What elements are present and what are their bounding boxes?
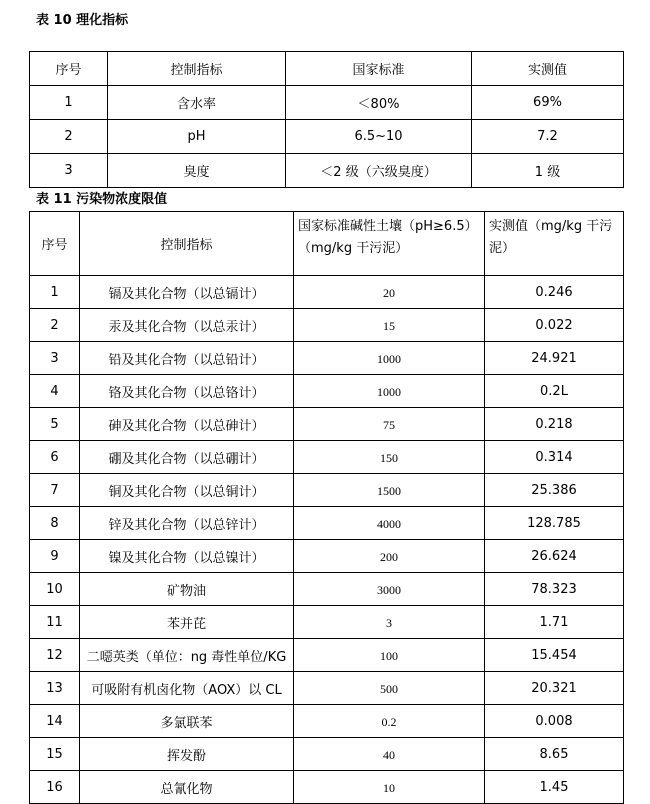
table-header-row (30, 212, 624, 276)
pollutant-limits-table (29, 211, 624, 804)
header-cell: 国家标准碱性土壤（pH≥6.5）（mg/kg 干污泥） (294, 212, 485, 276)
cell-standard: 75 (294, 408, 485, 441)
cell-indicator: 镍及其化合物（以总镍计） (80, 540, 294, 573)
cell-standard: ＜2 级（六级臭度） (286, 154, 472, 188)
table-row (30, 573, 624, 606)
cell-index: 6 (30, 441, 80, 474)
cell-index: 2 (30, 309, 80, 342)
cell-standard: 15 (294, 309, 485, 342)
cell-index: 3 (30, 154, 108, 188)
cell-indicator: 硼及其化合物（以总硼计） (80, 441, 294, 474)
cell-measured: 15.454 (485, 639, 624, 672)
cell-index: 4 (30, 375, 80, 408)
table-row (30, 540, 624, 573)
cell-measured: 0.246 (485, 276, 624, 309)
cell-standard: 500 (294, 672, 485, 705)
cell-index: 9 (30, 540, 80, 573)
cell-standard: 1000 (294, 342, 485, 375)
cell-standard: 3000 (294, 573, 485, 606)
cell-index: 13 (30, 672, 80, 705)
cell-measured: 0.022 (485, 309, 624, 342)
cell-standard: 150 (294, 441, 485, 474)
cell-measured: 20.321 (485, 672, 624, 705)
cell-index: 15 (30, 738, 80, 771)
cell-indicator: 砷及其化合物（以总砷计） (80, 408, 294, 441)
cell-standard: ＜80% (286, 86, 472, 120)
cell-index: 7 (30, 474, 80, 507)
cell-measured: 7.2 (472, 120, 624, 154)
cell-indicator: 可吸附有机卤化物（AOX）以 CL (80, 672, 294, 705)
table-row (30, 474, 624, 507)
cell-index: 1 (30, 86, 108, 120)
cell-measured: 0.008 (485, 705, 624, 738)
header-cell: 序号 (30, 52, 108, 86)
table-row (30, 771, 624, 804)
cell-indicator: 锌及其化合物（以总锌计） (80, 507, 294, 540)
header-cell: 序号 (30, 212, 80, 276)
cell-standard: 10 (294, 771, 485, 804)
table-row (30, 86, 624, 120)
physicochemical-table (29, 51, 624, 188)
cell-indicator: 汞及其化合物（以总汞计） (80, 309, 294, 342)
cell-index: 16 (30, 771, 80, 804)
cell-measured: 1 级 (472, 154, 624, 188)
cell-indicator: pH (108, 120, 286, 154)
table11-caption: 表 11 污染物浓度限值 (36, 192, 168, 207)
cell-standard: 20 (294, 276, 485, 309)
cell-index: 3 (30, 342, 80, 375)
table-row (30, 154, 624, 188)
cell-measured: 128.785 (485, 507, 624, 540)
table-row (30, 738, 624, 771)
cell-measured: 8.65 (485, 738, 624, 771)
cell-measured: 78.323 (485, 573, 624, 606)
header-cell: 控制指标 (80, 212, 294, 276)
cell-indicator: 臭度 (108, 154, 286, 188)
cell-indicator: 铬及其化合物（以总铬计） (80, 375, 294, 408)
cell-index: 10 (30, 573, 80, 606)
cell-standard: 0.2 (294, 705, 485, 738)
cell-standard: 40 (294, 738, 485, 771)
cell-measured: 26.624 (485, 540, 624, 573)
cell-indicator: 含水率 (108, 86, 286, 120)
table10-caption: 表 10 理化指标 (36, 13, 129, 28)
cell-measured: 25.386 (485, 474, 624, 507)
cell-indicator: 苯并芘 (80, 606, 294, 639)
table-row (30, 276, 624, 309)
cell-index: 5 (30, 408, 80, 441)
cell-measured: 1.71 (485, 606, 624, 639)
cell-indicator: 总氰化物 (80, 771, 294, 804)
table-row (30, 705, 624, 738)
cell-index: 8 (30, 507, 80, 540)
header-cell: 实测值 (472, 52, 624, 86)
cell-standard: 1000 (294, 375, 485, 408)
cell-index: 1 (30, 276, 80, 309)
table-row (30, 342, 624, 375)
header-cell: 国家标准 (286, 52, 472, 86)
cell-standard: 100 (294, 639, 485, 672)
cell-index: 14 (30, 705, 80, 738)
table-row (30, 309, 624, 342)
table-row (30, 606, 624, 639)
table-row (30, 639, 624, 672)
cell-indicator: 铅及其化合物（以总铅计） (80, 342, 294, 375)
cell-indicator: 多氯联苯 (80, 705, 294, 738)
cell-indicator: 镉及其化合物（以总镉计） (80, 276, 294, 309)
cell-standard: 200 (294, 540, 485, 573)
header-cell: 实测值（mg/kg 干污泥） (485, 212, 624, 276)
table-header-row (30, 52, 624, 86)
cell-indicator: 挥发酚 (80, 738, 294, 771)
header-cell: 控制指标 (108, 52, 286, 86)
cell-measured: 69% (472, 86, 624, 120)
cell-indicator: 铜及其化合物（以总铜计） (80, 474, 294, 507)
cell-measured: 24.921 (485, 342, 624, 375)
cell-standard: 3 (294, 606, 485, 639)
cell-measured: 0.314 (485, 441, 624, 474)
cell-index: 11 (30, 606, 80, 639)
cell-measured: 1.45 (485, 771, 624, 804)
cell-standard: 1500 (294, 474, 485, 507)
cell-index: 2 (30, 120, 108, 154)
table-row (30, 672, 624, 705)
table-row (30, 375, 624, 408)
cell-standard: 6.5~10 (286, 120, 472, 154)
cell-measured: 0.2L (485, 375, 624, 408)
cell-indicator: 二噁英类（单位：ng 毒性单位/KG (80, 639, 294, 672)
table-row (30, 507, 624, 540)
cell-standard: 4000 (294, 507, 485, 540)
cell-index: 12 (30, 639, 80, 672)
cell-indicator: 矿物油 (80, 573, 294, 606)
table-row (30, 441, 624, 474)
table-row (30, 120, 624, 154)
table-row (30, 408, 624, 441)
cell-measured: 0.218 (485, 408, 624, 441)
